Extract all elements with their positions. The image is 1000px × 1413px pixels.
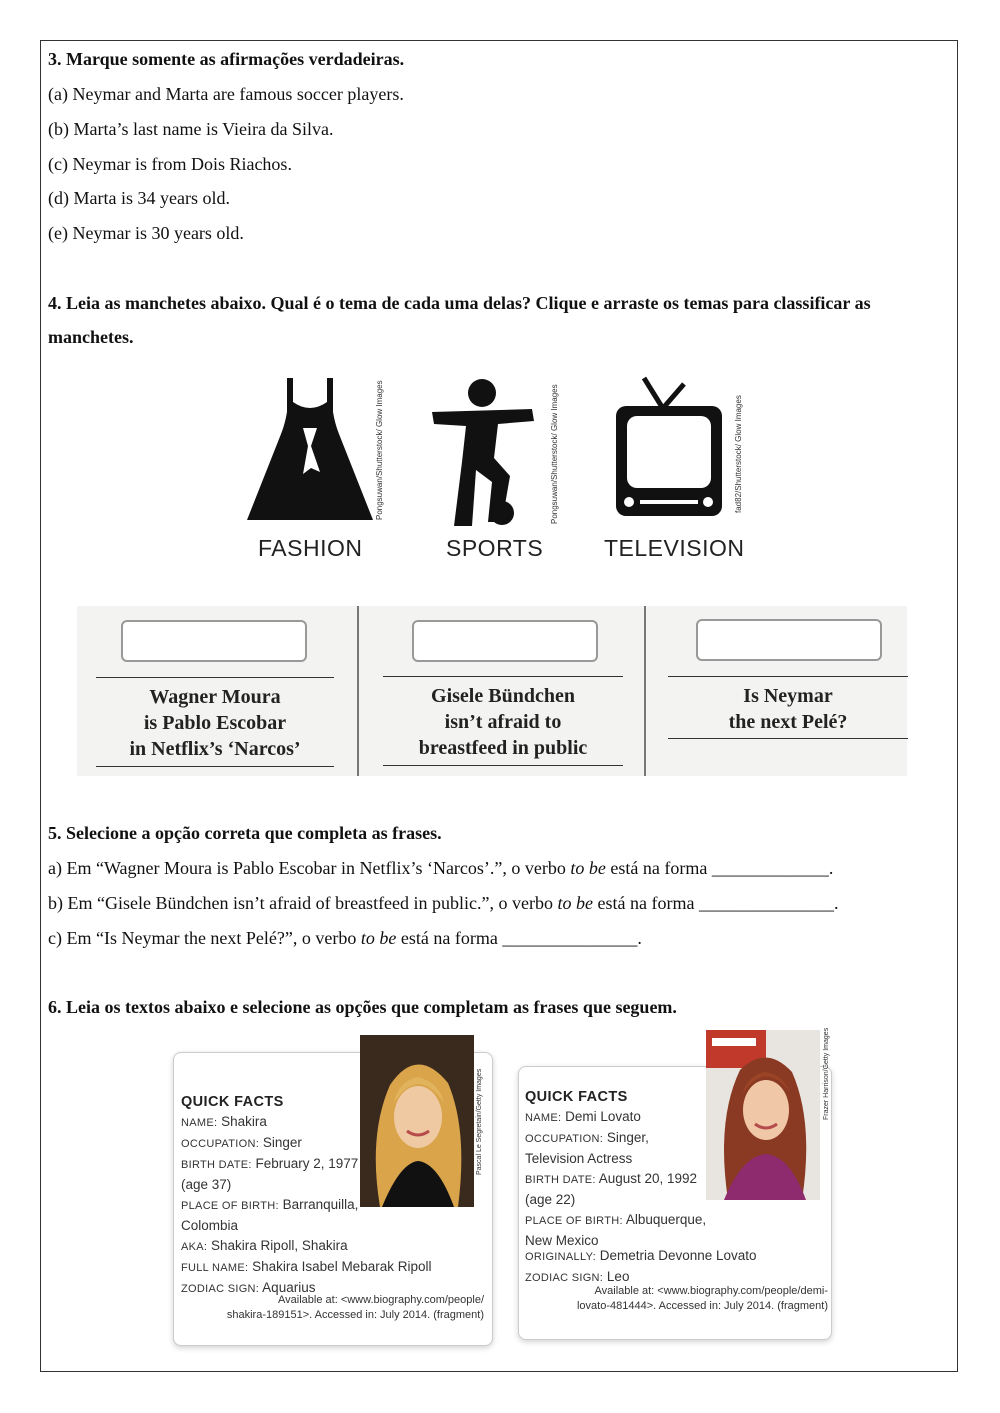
- divider: [383, 765, 623, 766]
- fact-key: ORIGINALLY:: [525, 1251, 596, 1263]
- fact-aka: [181, 1236, 461, 1257]
- demi-lovato-quick-facts: [525, 1087, 715, 1251]
- shakira-source: [190, 1293, 484, 1323]
- fact-value: Albuquerque,: [622, 1212, 707, 1227]
- q5-sentence-a: [48, 858, 833, 879]
- fact-originally: [525, 1246, 815, 1267]
- fact-age: (age 22): [525, 1192, 576, 1207]
- headline-2: [383, 683, 623, 761]
- source-line: Available at: <www.biography.com/people/demi-: [594, 1285, 828, 1297]
- headline-1: [96, 684, 334, 762]
- fact-key: FULL NAME:: [181, 1262, 249, 1274]
- quick-facts-heading: QUICK FACTS: [525, 1089, 628, 1105]
- q3-option-a[interactable]: (a) Neymar and Marta are famous soccer players.: [48, 84, 404, 104]
- source-line: Available at: <www.biography.com/people/: [278, 1294, 484, 1306]
- fact-key: BIRTH DATE:: [181, 1159, 252, 1171]
- headline-3-line: Is Neymar: [743, 685, 833, 707]
- sports-credit: Pongsuwan/Shutterstock/ Glow Images: [550, 384, 559, 524]
- source-line: lovato-481444>. Accessed in: July 2014. (fragment): [576, 1300, 828, 1312]
- fact-value: Leo: [603, 1269, 630, 1284]
- fact-key: OCCUPATION:: [525, 1133, 604, 1145]
- fact-full-name: [181, 1257, 461, 1278]
- fact-occupation: [181, 1133, 461, 1154]
- fact-key: ZODIAC SIGN:: [525, 1272, 604, 1284]
- fact-place-of-birth: [525, 1210, 715, 1231]
- fashion-credit: Pongsuwan/Shutterstock/ Glow Images: [375, 380, 384, 520]
- demi-lovato-photo: [706, 1030, 820, 1200]
- question-5-title: 5. Selecione a opção correta que completa as frases.: [48, 823, 442, 843]
- fact-key: NAME:: [525, 1112, 562, 1124]
- question-4-title: 4. Leia as manchetes abaixo. Qual é o tema de cada uma delas? Clique e arraste os temas para classificar as manchetes.: [48, 293, 871, 347]
- fact-key: ZODIAC SIGN:: [181, 1283, 260, 1295]
- q3-option-e[interactable]: (e) Neymar is 30 years old.: [48, 223, 244, 243]
- television-credit: fad82/Shutterstock/ Glow Images: [734, 395, 743, 513]
- fact-value: Shakira Ripoll, Shakira: [207, 1238, 348, 1253]
- divider: [668, 738, 908, 739]
- fact-birth-date: [181, 1154, 461, 1175]
- headline-3-line: the next Pelé?: [728, 711, 848, 733]
- theme-television-label[interactable]: TELEVISION: [604, 535, 745, 561]
- q5-c-text: c) Em “Is Neymar the next Pelé?”, o verbo: [48, 928, 361, 948]
- fact-key: AKA:: [181, 1241, 208, 1253]
- q5-c-blank[interactable]: está na forma _______________.: [396, 928, 642, 948]
- fact-value: August 20, 1992: [595, 1171, 698, 1186]
- fact-value: Aquarius: [259, 1280, 316, 1295]
- fact-key: BIRTH DATE:: [525, 1174, 596, 1186]
- television-icon[interactable]: [612, 374, 727, 522]
- fact-value: February 2, 1977: [251, 1156, 359, 1171]
- fact-key: PLACE OF BIRTH:: [525, 1215, 623, 1227]
- fact-value: Barranquilla,: [278, 1197, 359, 1212]
- fact-value: Demi Lovato: [561, 1109, 641, 1124]
- fact-place-continued: Colombia: [181, 1218, 239, 1233]
- fact-name: [181, 1112, 461, 1133]
- headline-1-line: in Netflix’s ‘Narcos’: [129, 738, 301, 760]
- quick-facts-heading: QUICK FACTS: [181, 1094, 284, 1110]
- q5-a-verb: to be: [570, 858, 606, 878]
- drop-target-1[interactable]: [121, 620, 307, 662]
- q3-option-d[interactable]: (d) Marta is 34 years old.: [48, 188, 230, 208]
- question-3-title: 3. Marque somente as afirmações verdadeiras.: [48, 49, 405, 69]
- column-divider: [357, 606, 359, 776]
- fact-key: NAME:: [181, 1117, 218, 1129]
- fact-value: Shakira Isabel Mebarak Ripoll: [248, 1259, 432, 1274]
- headline-1-line: is Pablo Escobar: [143, 712, 287, 734]
- q5-b-text: b) Em “Gisele Bündchen isn’t afraid of breastfeed in public.”, o verbo: [48, 893, 558, 913]
- divider: [668, 676, 908, 677]
- fact-place-of-birth: [181, 1195, 461, 1216]
- fact-value: Singer: [259, 1135, 302, 1150]
- shakira-photo-credit: Pascal Le Segretain/Getty Images: [476, 1068, 483, 1175]
- column-divider: [644, 606, 646, 776]
- q5-sentence-c: [48, 928, 642, 949]
- divider: [96, 766, 334, 767]
- source-line: shakira-189151>. Accessed in: July 2014. (fragment): [226, 1309, 484, 1321]
- headline-2-line: breastfeed in public: [418, 737, 588, 759]
- q5-sentence-b: [48, 893, 838, 914]
- drop-target-3[interactable]: [696, 619, 882, 661]
- fact-name: [525, 1107, 715, 1128]
- q5-a-text: a) Em “Wagner Moura is Pablo Escobar in Netflix’s ‘Narcos’.”, o verbo: [48, 858, 571, 878]
- drop-target-2[interactable]: [412, 620, 598, 662]
- fact-occupation: [525, 1128, 715, 1149]
- fact-key: PLACE OF BIRTH:: [181, 1200, 279, 1212]
- q3-option-b[interactable]: (b) Marta’s last name is Vieira da Silva.: [48, 119, 334, 139]
- fact-place-continued: New Mexico: [525, 1233, 599, 1248]
- fact-key: OCCUPATION:: [181, 1138, 260, 1150]
- headline-2-line: isn’t afraid to: [444, 711, 562, 733]
- dress-icon[interactable]: [245, 372, 375, 527]
- q5-b-blank[interactable]: está na forma _______________.: [593, 893, 839, 913]
- demi-photo-credit: Frazer Harrison/Getty Images: [823, 1027, 830, 1120]
- q5-b-verb: to be: [557, 893, 594, 913]
- demi-lovato-source: [530, 1284, 828, 1314]
- theme-fashion-label[interactable]: FASHION: [258, 535, 363, 561]
- q3-option-c[interactable]: (c) Neymar is from Dois Riachos.: [48, 154, 292, 174]
- theme-sports-label[interactable]: SPORTS: [446, 535, 544, 561]
- fact-value: Demetria Devonne Lovato: [595, 1248, 757, 1263]
- fact-age: (age 37): [181, 1177, 232, 1192]
- headline-3: [668, 683, 908, 735]
- headline-1-line: Wagner Moura: [149, 686, 281, 708]
- question-6-title: 6. Leia os textos abaixo e selecione as opções que completam as frases que seguem.: [48, 997, 677, 1017]
- shakira-quick-facts: [181, 1092, 461, 1299]
- fact-value: Singer,: [603, 1130, 649, 1145]
- demi-lovato-quick-facts-more: [525, 1246, 815, 1288]
- q5-c-verb: to be: [360, 928, 397, 948]
- headline-2-line: Gisele Bündchen: [431, 685, 575, 707]
- fact-value: Shakira: [217, 1114, 267, 1129]
- q5-a-blank[interactable]: está na forma _____________.: [605, 858, 834, 878]
- fact-occupation-continued: Television Actress: [525, 1151, 633, 1166]
- soccer-player-icon[interactable]: [432, 376, 537, 526]
- divider: [96, 677, 334, 678]
- divider: [383, 676, 623, 677]
- fact-birth-date: [525, 1169, 715, 1190]
